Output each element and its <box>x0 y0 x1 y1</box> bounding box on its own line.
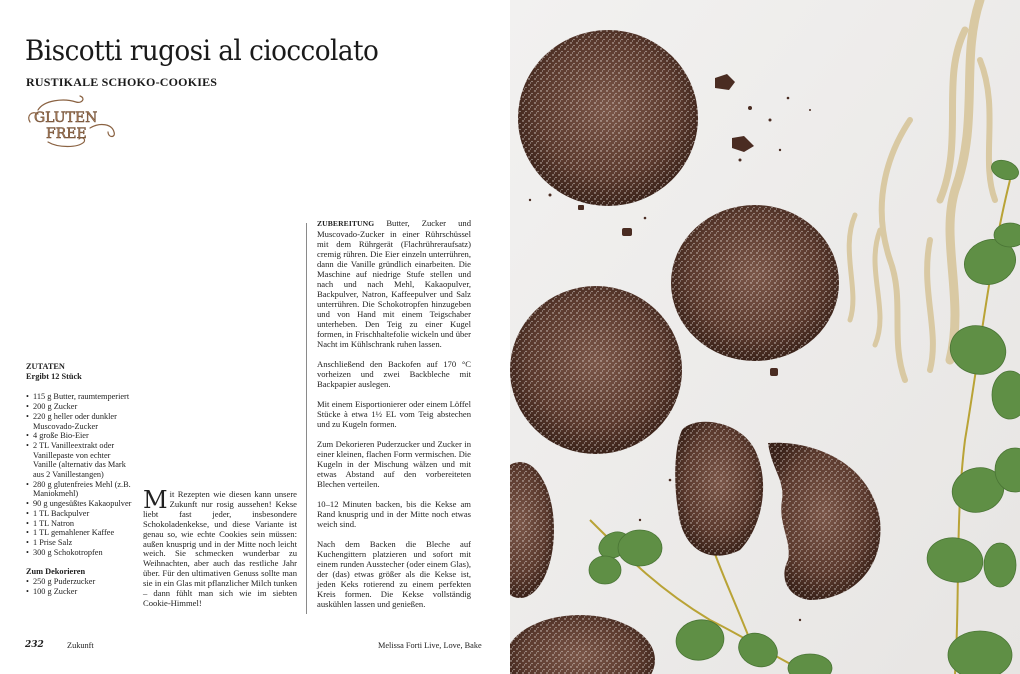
gluten-free-badge-icon <box>24 92 120 150</box>
ingredient-item: • 1 TL Natron <box>26 519 134 529</box>
badge-line2: FREE <box>46 126 87 142</box>
preparation-label: ZUBEREITUNG <box>317 219 375 228</box>
ingredients-heading: ZUTATEN <box>26 362 65 371</box>
ingredient-item: • 1 TL gemahlener Kaffee <box>26 528 134 538</box>
prep-paragraph <box>317 218 471 349</box>
preparation-section <box>317 218 471 619</box>
prep-text: Butter, Zucker und Muscovado-Zucker in einer Rührschüssel mit dem Rührgerät (Flachrühreraufsatz) cremig rühren. Die Eier einzeln unterrühren, dann die Vanille gründlich einarbeiten. Die Maschine auf niedrige Stufe stellen und nach und nach Mehl, Kakaopulver, Backpulver, Natron, Kaffeepulver und Salz unterrühren. Die Schokotropfen hinzugeben und von Hand mit einem Teigschaber unterheben. Den Teig zu einer Kugel formen, in Frischhaltefolie wickeln und über Nacht im Kühlschrank ruhen lassen. <box>317 218 471 349</box>
ingredient-item: • 200 g Zucker <box>26 402 134 412</box>
column-divider <box>306 223 307 614</box>
page-number: 232 <box>25 640 44 650</box>
prep-paragraph: Anschließend den Backofen auf 170 °C vorheizen und zwei Backbleche mit Backpapier auslegen. <box>317 359 471 389</box>
badge-line1: GLUTEN <box>34 110 98 126</box>
recipe-title: Biscotti rugosi al cioccolato <box>25 34 379 67</box>
ingredient-item: • 300 g Schokotropfen <box>26 548 134 558</box>
running-title: Melissa Forti Live, Love, Bake <box>378 641 482 650</box>
cookie-photo <box>510 0 1020 674</box>
decoration-item: • 250 g Puderzucker <box>26 577 134 587</box>
prep-paragraph: Mit einem Eisportionierer oder einem Löffel Stücke à etwa 1½ EL vom Teig abstechen und zu Kugeln formen. <box>317 399 471 429</box>
ingredient-item: • 1 TL Backpulver <box>26 509 134 519</box>
intro-paragraph <box>143 486 297 609</box>
ingredient-item: • 115 g Butter, raumtemperiert <box>26 392 134 402</box>
ingredients-list <box>26 392 134 557</box>
intro-text: it Rezepten wie diesen kann unsere Zukunft nur rosig aussehen! Kekse liebt fast jeder, insbesondere Schokoladenkekse, und diese Variante ist genau so, wie echte Cookies sein müssen: außen knusprig und in der Mitte noch leicht weich. Sie schmecken wunderbar zu Weihnachten, aber auch das restliche Jahr über. Für den ultimativen Genuss sollte man sie in ein Glas mit pflanzlicher Milch tunken – dann fühlt man sich wie im siebten Cookie-Himmel! <box>143 489 297 608</box>
ingredient-item: • 2 TL Vanilleextrakt oder Vanillepaste von echter Vanille (alternativ das Mark aus 2 Vanillestangen) <box>26 441 134 480</box>
prep-paragraph: 10–12 Minuten backen, bis die Kekse am Rand knusprig und in der Mitte noch etwas weich sind. <box>317 499 471 529</box>
ingredients-yield: Ergibt 12 Stück <box>26 371 82 381</box>
decoration-heading: Zum Dekorieren <box>26 567 86 577</box>
prep-paragraph: Zum Dekorieren Puderzucker und Zucker in einer kleinen, flachen Form vermischen. Die Kugeln in der Mischung wälzen und mit etwas Abstand auf den vorbereiteten Blechen verteilen. <box>317 439 471 489</box>
decoration-list <box>26 577 134 596</box>
ingredient-item: • 4 große Bio-Eier <box>26 431 134 441</box>
recipe-subtitle: RUSTIKALE SCHOKO-COOKIES <box>26 75 218 89</box>
ingredient-item: • 90 g ungesüßtes Kakaopulver <box>26 499 134 509</box>
decoration-item: • 100 g Zucker <box>26 587 134 597</box>
prep-paragraph: Nach dem Backen die Bleche auf Kuchengittern platzieren und sofort mit einem runden Ausstecher (oder einem Glas), der (das) etwas größer als die Kekse ist, jeden Keks rotierend zu einem perfekten Kreis formen. Die Kekse vollständig auskühlen lassen und genießen. <box>317 539 471 609</box>
section-name: Zukunft <box>67 641 94 650</box>
ingredient-item: • 1 Prise Salz <box>26 538 134 548</box>
drop-cap: M <box>143 486 168 514</box>
cookies-photo-illustration <box>510 0 1020 674</box>
ingredients-section <box>26 362 134 596</box>
ingredient-item: • 280 g glutenfreies Mehl (z.B. Maniokmehl) <box>26 480 134 499</box>
ingredient-item: • 220 g heller oder dunkler Muscovado-Zucker <box>26 412 134 431</box>
